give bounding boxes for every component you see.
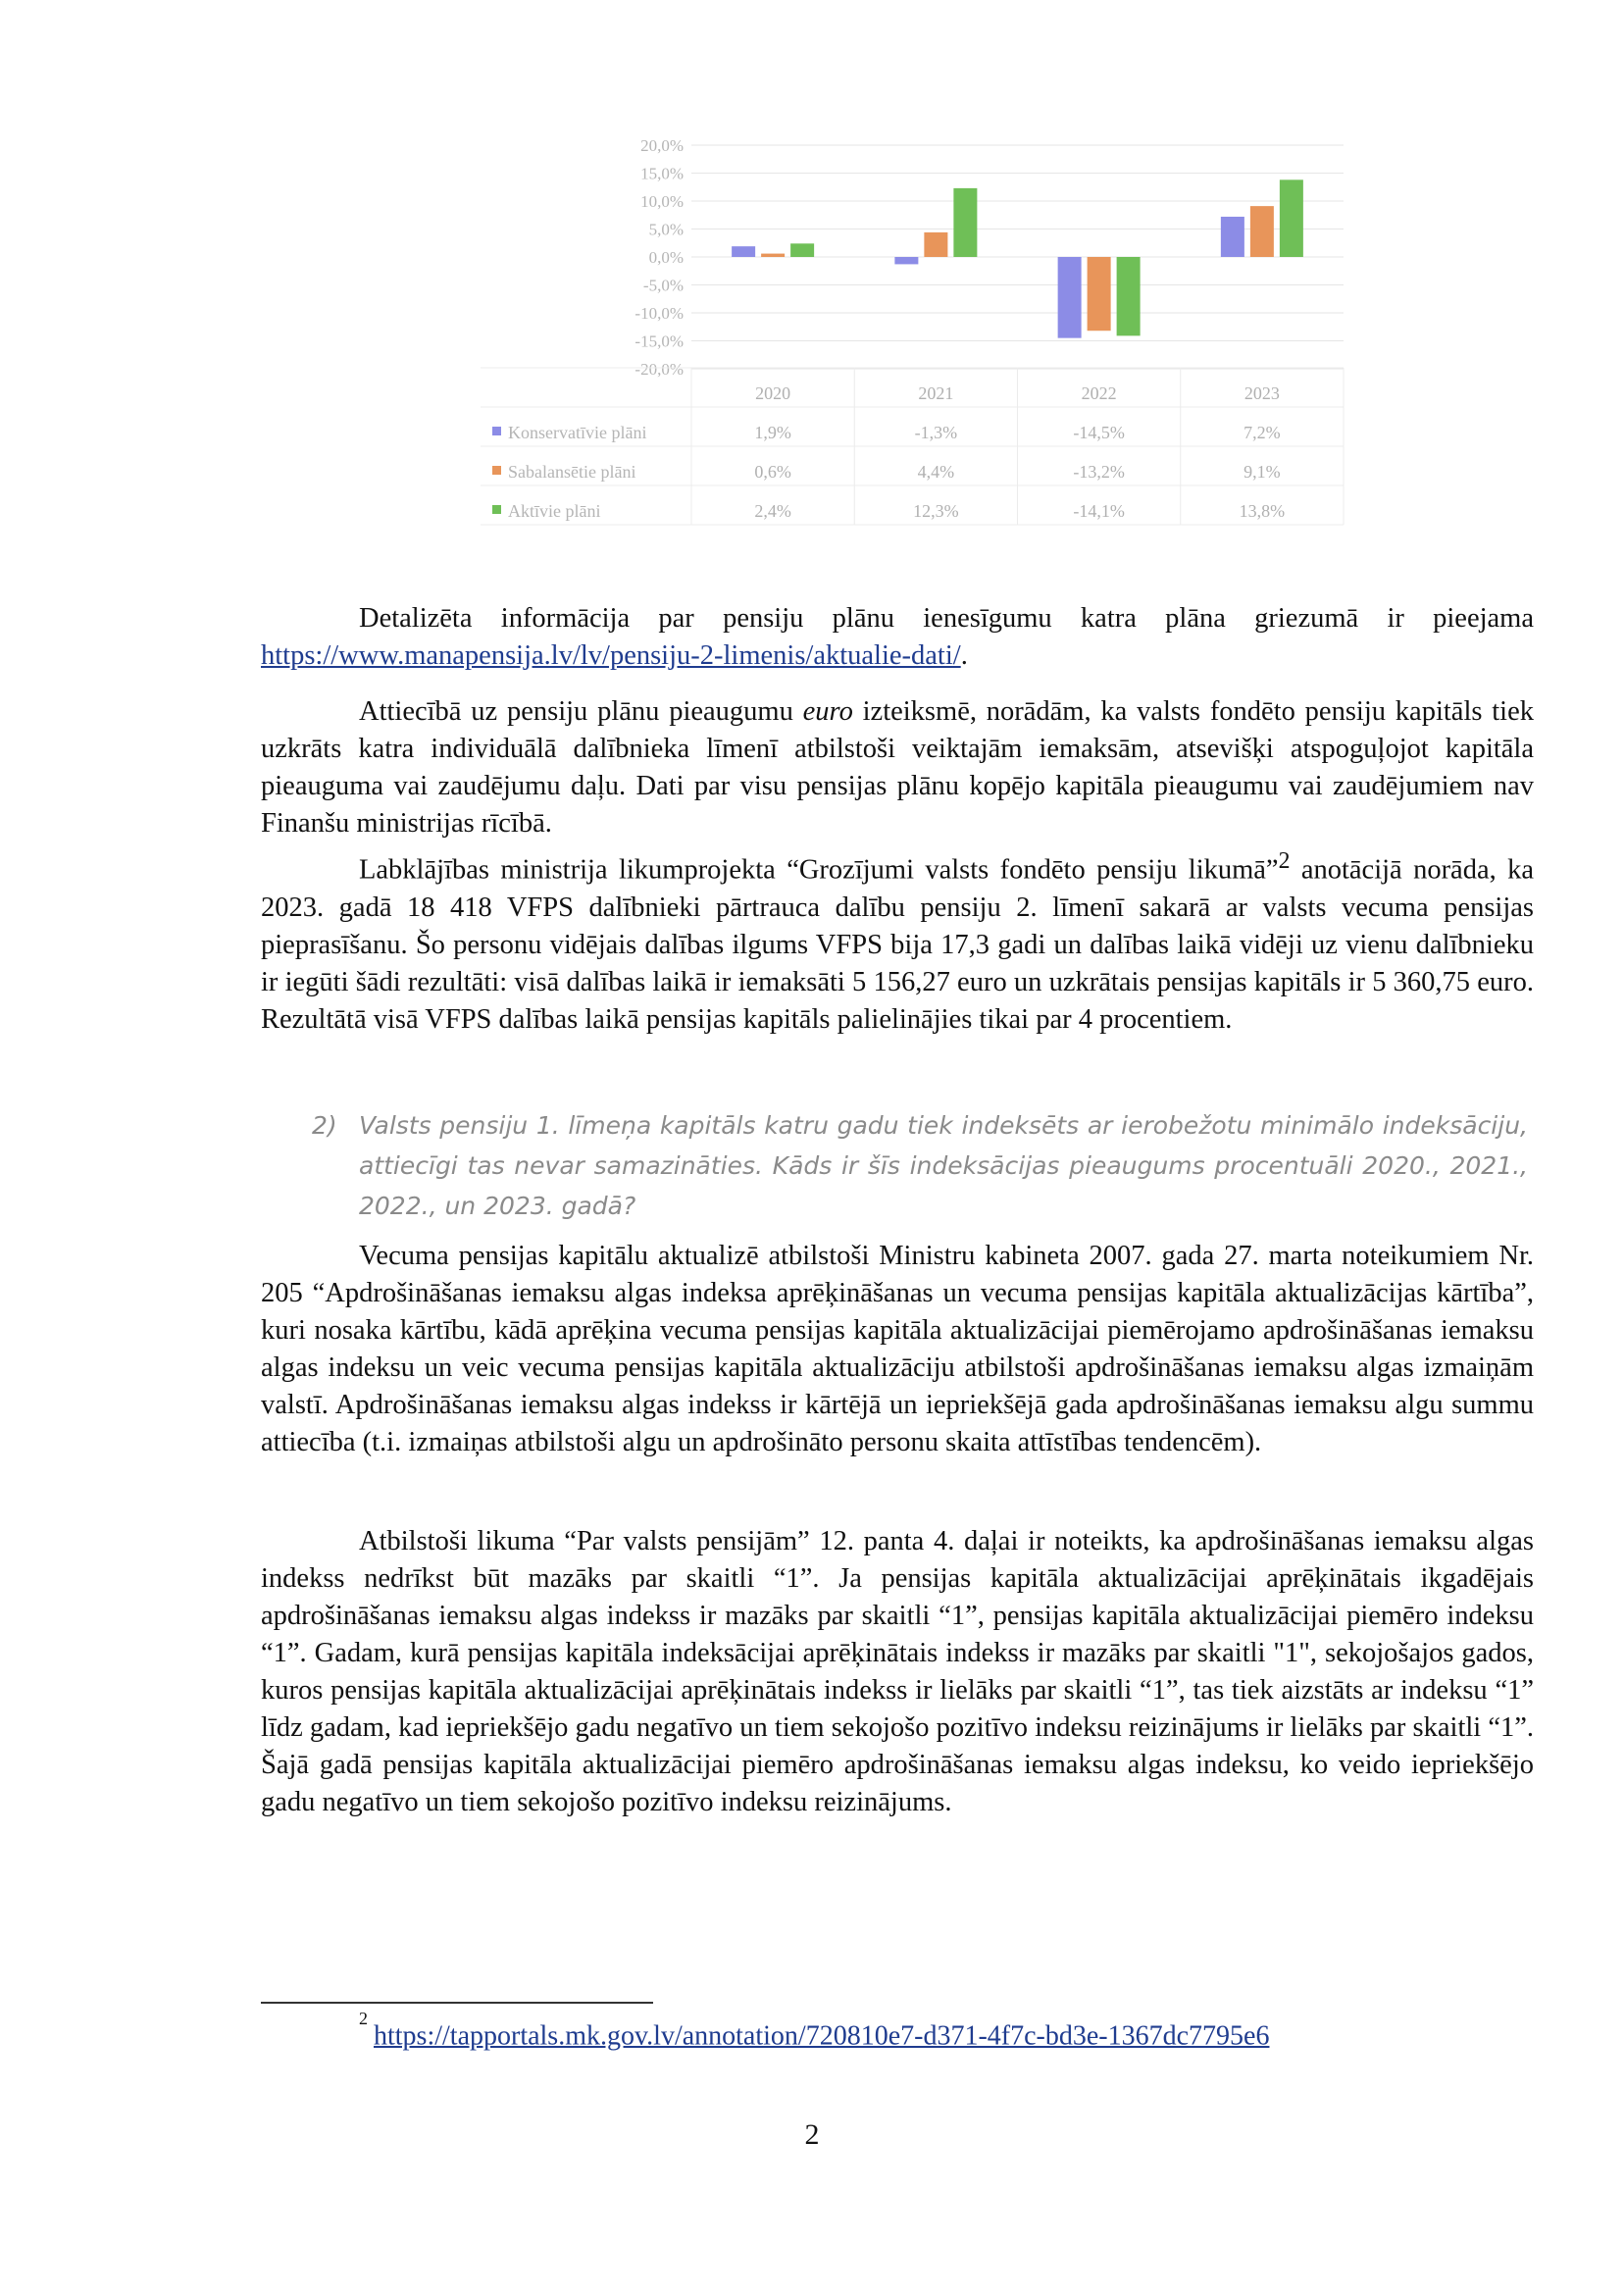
y-tick-label: 5,0%: [648, 220, 684, 239]
legend-marker: [492, 505, 501, 514]
y-tick-label: 15,0%: [640, 164, 684, 183]
footnote-divider: [261, 2002, 653, 2004]
question-number: 2): [312, 1111, 337, 1140]
x-category-label: 2022: [1081, 383, 1117, 403]
question-2: [312, 1105, 1528, 1226]
paragraph-likums: [261, 1523, 1534, 1821]
legend-label: Sabalansētie plāni: [508, 462, 636, 482]
data-label: 9,1%: [1243, 462, 1281, 482]
legend-label: Aktīvie plāni: [508, 501, 601, 521]
y-tick-label: -5,0%: [642, 276, 684, 295]
data-label: -1,3%: [914, 423, 958, 442]
bar-1-1: [924, 232, 947, 257]
footnote-link[interactable]: https://tapportals.mk.gov.lv/annotation/720810e7-d371-4f7c-bd3e-1367dc7795e6: [374, 2020, 1270, 2052]
x-category-label: 2021: [918, 383, 954, 403]
data-label: 0,6%: [754, 462, 791, 482]
bar-1-3: [1250, 206, 1274, 257]
pension-plan-chart: [422, 116, 1378, 528]
lm-text-a: Labklājības ministrija likumprojekta “Grozījumi valsts fondēto pensiju likumā”: [359, 854, 1279, 886]
paragraph-details: [261, 600, 1534, 675]
footnote-number: 2: [359, 2009, 368, 2028]
euro-text-a: Attiecībā uz pensiju plānu pieaugumu: [359, 696, 803, 727]
legend-label: Konservatīvie plāni: [508, 423, 647, 442]
y-tick-label: -15,0%: [634, 331, 684, 351]
data-label: -14,1%: [1073, 501, 1125, 521]
data-label: -14,5%: [1073, 423, 1125, 442]
paragraph-euro-growth: [261, 693, 1534, 842]
aktualize-text: Vecuma pensijas kapitālu aktualizē atbilstoši Ministru kabineta 2007. gada 27. marta noteikumiem Nr. 205 “Apdrošināšanas iemaksu algas indeksa aprēķināšanas un vecuma pensijas kapitāla aktualizācijas kārtība”, kuri nosaka kārtību, kādā aprēķina vecuma pensijas kapitāla aktualizācijai piemērojamo apdrošināšanas iemaksu algas indeksu un veic vecuma pensijas kapitāla aktualizāciju atbilstoši apdrošināšanas iemaksu algas izmaiņām valstī. Apdrošināšanas iemaksu algas indekss ir kārtējā un iepriekšējā gada apdrošināšanas iemaksu algu summu attiecība (t.i. izmaiņas atbilstoši algu un apdrošināto personu skaita attīstības tendencēm).: [261, 1241, 1534, 1457]
x-category-label: 2023: [1243, 383, 1280, 403]
paragraph-aktualize: [261, 1238, 1534, 1461]
lm-text-b: anotācijā norāda, ka 2023. gadā 18 418 VFPS dalībnieki pārtrauca dalību pensiju 2. līmenī sakarā ar valsts vecuma pensijas pieprasīšanu. Šo personu vidējais dalības ilgums VFPS bija 17,3 gadi un dalības laikā vidēji uz vienu dalībnieku ir iegūti šādi rezultāti: visā dalības laikā ir iemaksāti 5 156,27 euro un uzkrātais pensijas kapitāls ir 5 360,75 euro. Rezultātā visā VFPS dalības laikā pensijas kapitāls palielinājies tikai par 4 procentiem.: [261, 854, 1535, 1035]
paragraph-labklajibas: [261, 842, 1534, 1039]
y-tick-label: 0,0%: [648, 248, 684, 267]
y-tick-label: -20,0%: [634, 360, 684, 379]
legend-marker: [492, 466, 501, 475]
data-label: 13,8%: [1239, 501, 1286, 521]
bar-2-1: [953, 188, 977, 257]
period: .: [960, 640, 968, 671]
bar-2-3: [1280, 179, 1303, 257]
footnote: [359, 2009, 1269, 2056]
data-label: 4,4%: [917, 462, 955, 482]
bar-0-1: [894, 257, 918, 264]
question-text: Valsts pensiju 1. līmeņa kapitāls katru gadu tiek indeksēts ar ierobežotu minimālo indeksāciju, attiecīgi tas nevar samazināties. Kāds ir šīs indeksācijas pieaugums procentuāli 2020., 2021., 2022., un 2023. gadā?: [359, 1111, 1528, 1220]
bar-0-2: [1058, 257, 1082, 338]
details-text: Detalizēta informācija par pensiju plānu ienesīgumu katra plāna griezumā ir pieejama: [359, 603, 1534, 634]
bar-2-2: [1117, 257, 1141, 335]
bar-0-0: [732, 246, 755, 257]
bar-1-0: [761, 254, 785, 257]
euro-text-b: izteiksmē, norādām, ka valsts fondēto pensiju kapitāls tiek uzkrāts katra individuālā dalībnieka līmenī atbilstoši veiktajām iemaksām, atsevišķi atspoguļojot kapitāla pieauguma vai zaudējumu daļu. Dati par visu pensijas plānu kopējo kapitāla pieaugumu vai zaudējumiem nav Finanšu ministrijas rīcībā.: [261, 696, 1534, 839]
chart-svg: [422, 116, 1378, 528]
data-label: 1,9%: [754, 423, 791, 442]
likums-text: Atbilstoši likuma “Par valsts pensijām” 12. panta 4. daļai ir noteikts, ka apdrošināšanas iemaksu algas indekss nedrīkst būt mazāks par skaitli “1”. Ja pensijas kapitāla aktualizācijai aprēķinātais ikgadējais apdrošināšanas iemaksu algas indekss ir mazāks par skaitli “1”, pensijas kapitāla aktualizācijai piemēro indeksu “1”. Gadam, kurā pensijas kapitāla indeksācijai aprēķinātais indekss ir mazāks par skaitli "1", sekojošajos gados, kuros pensijas kapitāla aktualizācijai aprēķinātais indekss ir lielāks par skaitli “1”, tas tiek aizstāts ar indeksu “1” līdz gadam, kad iepriekšējo gadu negatīvo un tiem sekojošo pozitīvo indeksu reizinājums ir lielāks par skaitli “1”. Šajā gadā pensijas kapitāla aktualizācijai piemēro apdrošināšanas iemaksu algas indeksu, ko veido iepriekšējo gadu negatīvo un tiem sekojošo pozitīvo indeksu reizinājums.: [261, 1526, 1535, 1817]
bar-2-0: [790, 243, 814, 257]
data-label: 2,4%: [754, 501, 791, 521]
data-label: 7,2%: [1243, 423, 1281, 442]
data-label: 12,3%: [913, 501, 959, 521]
y-tick-label: 10,0%: [640, 192, 684, 211]
legend-marker: [492, 427, 501, 435]
x-category-label: 2020: [755, 383, 791, 403]
bar-1-2: [1088, 257, 1111, 331]
manapensija-link[interactable]: https://www.manapensija.lv/lv/pensiju-2-limenis/aktualie-dati/: [261, 640, 961, 671]
euro-emphasis: euro: [802, 696, 853, 727]
page-number: 2: [804, 2118, 820, 2151]
y-tick-label: 20,0%: [640, 136, 684, 155]
y-tick-label: -10,0%: [634, 304, 684, 323]
bar-0-3: [1221, 217, 1244, 257]
data-label: -13,2%: [1073, 462, 1125, 482]
footnote-ref[interactable]: 2: [1278, 848, 1291, 874]
